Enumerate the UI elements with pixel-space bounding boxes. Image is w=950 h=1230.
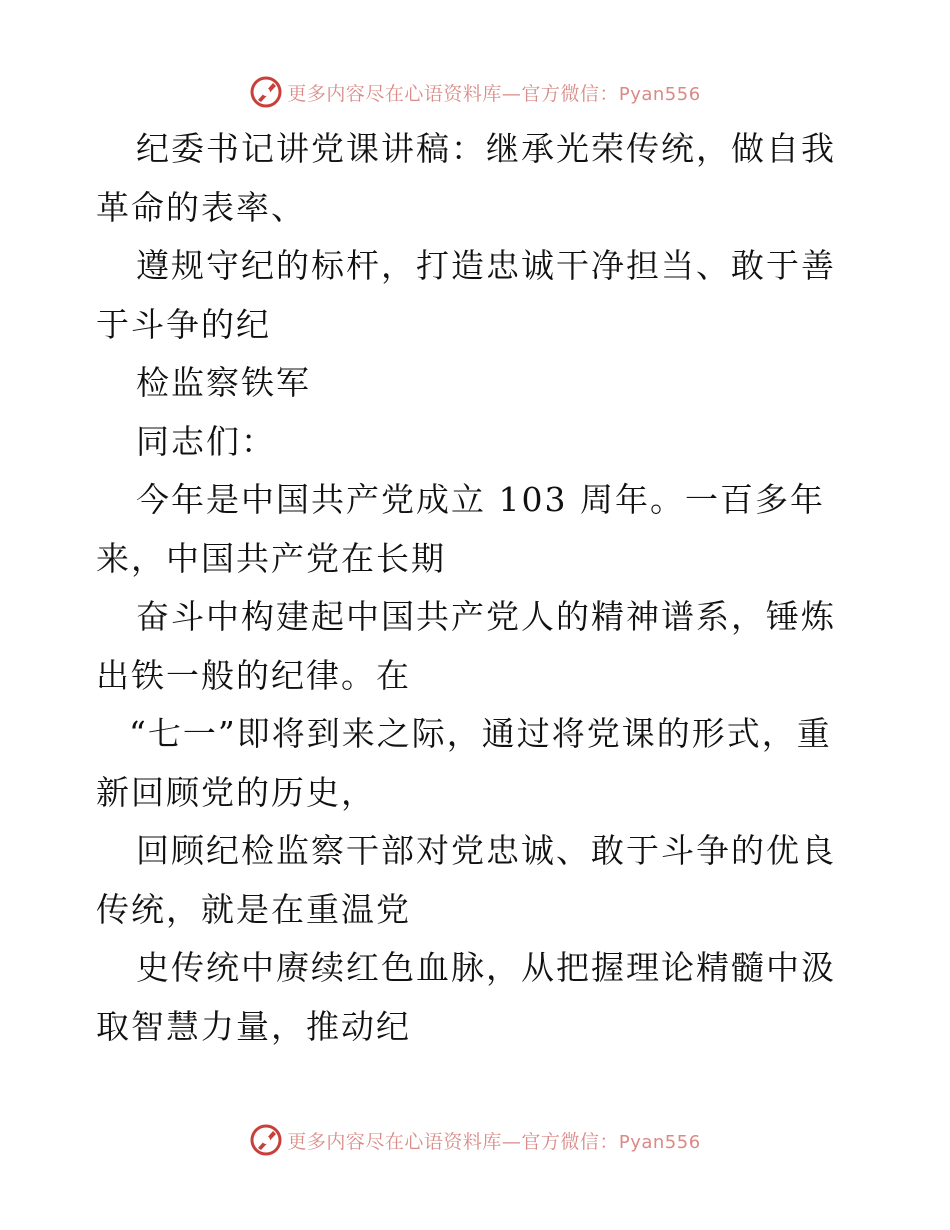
paragraph: 回顾纪检监察干部对党忠诚、敢于斗争的优良传统，就是在重温党 <box>96 831 836 929</box>
banner-text: 更多内容尽在心语资料库—官方微信：Pyan556 <box>287 82 701 105</box>
document-body <box>96 120 856 1056</box>
quill-seal-icon <box>249 75 283 109</box>
wechat-id: Pyan556 <box>618 1131 701 1153</box>
header-watermark-banner <box>0 70 950 114</box>
wechat-id: Pyan556 <box>618 83 701 105</box>
paragraph: 纪委书记讲党课讲稿：继承光荣传统，做自我革命的表率、 <box>96 129 836 227</box>
paragraph: 遵规守纪的标杆，打造忠诚干净担当、敢于善于斗争的纪 <box>96 246 836 344</box>
paragraph: 史传统中赓续红色血脉，从把握理论精髓中汲取智慧力量，推动纪 <box>96 948 836 1046</box>
footer-watermark-banner <box>0 1118 950 1162</box>
banner-text: 更多内容尽在心语资料库—官方微信：Pyan556 <box>287 1130 701 1153</box>
quill-seal-icon <box>249 1123 283 1157</box>
paragraph: “七一”即将到来之际，通过将党课的形式，重新回顾党的历史， <box>96 714 832 812</box>
paragraph: 奋斗中构建起中国共产党人的精神谱系，锤炼出铁一般的纪律。在 <box>96 597 836 695</box>
paragraph: 检监察铁军 <box>136 363 311 402</box>
paragraph: 今年是中国共产党成立 103 周年。一百多年 来，中国共产党在长期 <box>96 480 838 578</box>
paragraph: 同志们： <box>136 421 276 461</box>
